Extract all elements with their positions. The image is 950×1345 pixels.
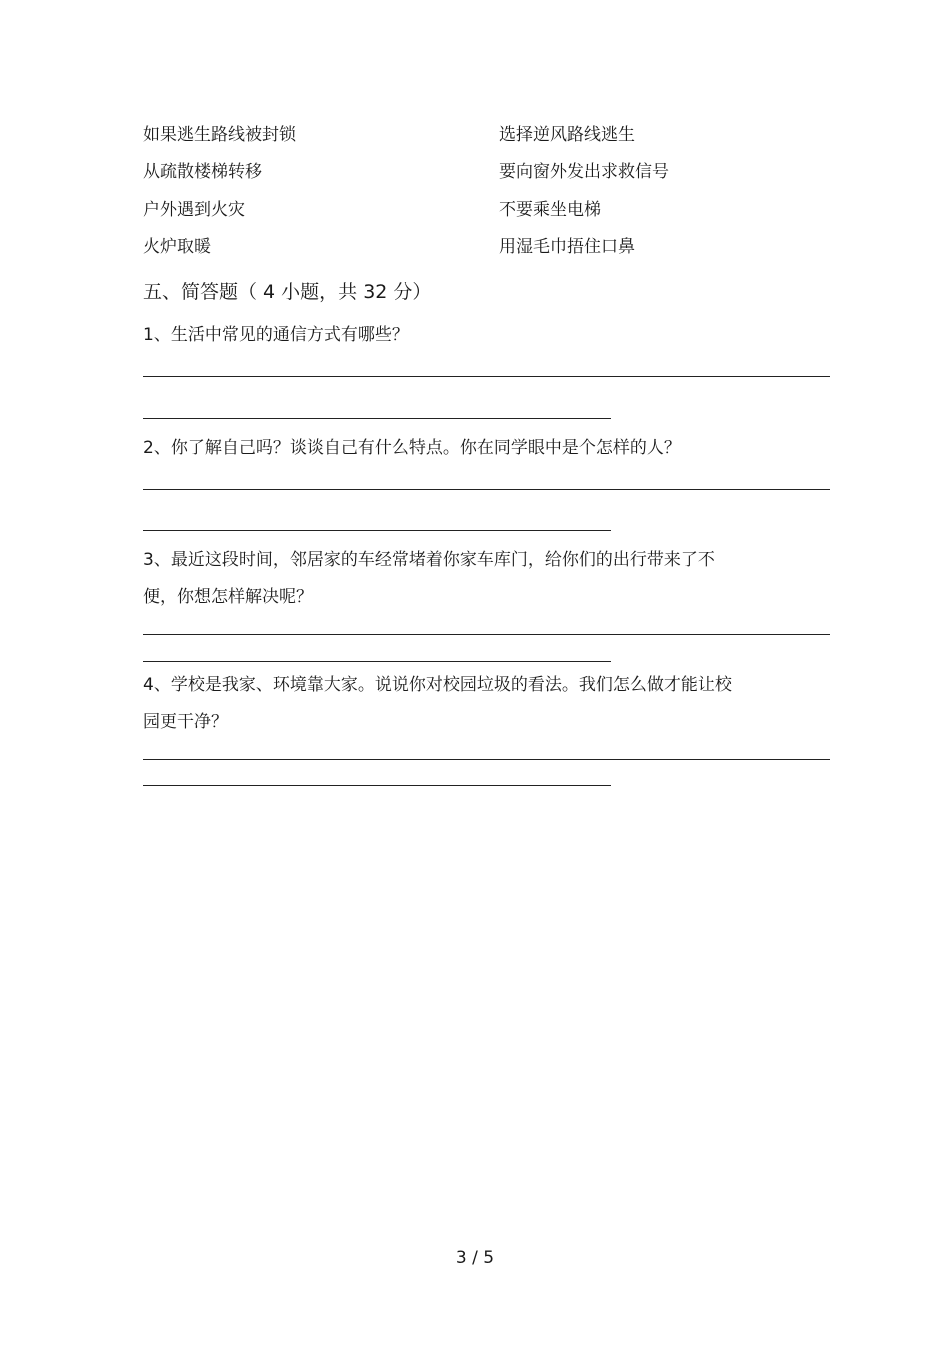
page-number: 3 / 5: [455, 1248, 495, 1268]
matching-left-item: 如果逃生路线被封锁: [143, 125, 296, 145]
matching-left-item: 从疏散楼梯转移: [143, 162, 262, 182]
answer-line[interactable]: [143, 634, 830, 635]
answer-line[interactable]: [143, 530, 611, 531]
matching-left-item: 户外遇到火灾: [143, 200, 245, 220]
matching-left-item: 火炉取暖: [143, 237, 211, 257]
matching-right-item: 要向窗外发出求救信号: [499, 162, 669, 182]
question-1: 1、生活中常见的通信方式有哪些？: [143, 325, 409, 345]
question-2: 2、你了解自己吗？谈谈自己有什么特点。你在同学眼中是个怎样的人？: [143, 438, 681, 458]
answer-line[interactable]: [143, 785, 611, 786]
section-heading: 五、简答题（ 4 小题，共 32 分）: [143, 281, 432, 303]
matching-right-item: 选择逆风路线逃生: [499, 125, 635, 145]
question-3-line-1: 3、最近这段时间，邻居家的车经常堵着你家车库门，给你们的出行带来了不: [143, 550, 715, 570]
answer-line[interactable]: [143, 661, 611, 662]
answer-line[interactable]: [143, 489, 830, 490]
matching-right-item: 用湿毛巾捂住口鼻: [499, 237, 635, 257]
question-4-line-2: 园更干净？: [143, 712, 228, 732]
answer-line[interactable]: [143, 376, 830, 377]
answer-line[interactable]: [143, 759, 830, 760]
answer-line[interactable]: [143, 418, 611, 419]
question-4-line-1: 4、学校是我家、环境靠大家。说说你对校园垃圾的看法。我们怎么做才能让校: [143, 675, 732, 695]
question-3-line-2: 便，你想怎样解决呢？: [143, 587, 313, 607]
matching-right-item: 不要乘坐电梯: [499, 200, 601, 220]
